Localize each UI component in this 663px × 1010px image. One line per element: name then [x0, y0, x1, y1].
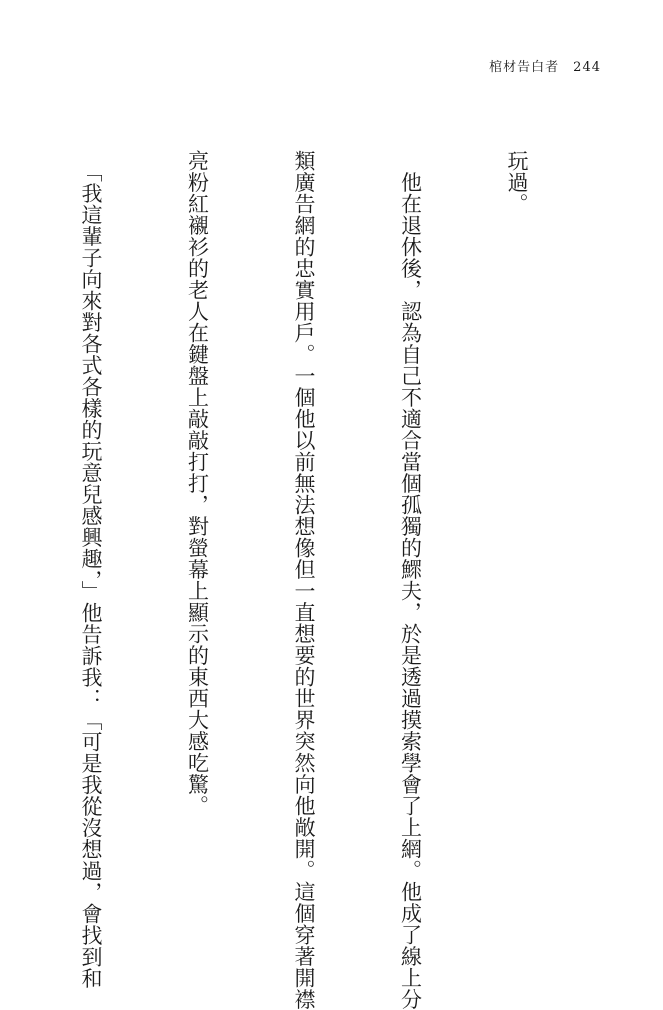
text-line: 「我這輩子向來對各式各樣的玩意兒感興趣，」他告訴我：「可是我從沒想過，會找到和 [79, 150, 103, 989]
text-line [0, 150, 2, 870]
body-text [0, 150, 605, 1010]
text-line: 他在退休後，認為自己不適合當個孤獨的鰥夫，於是透過摸索學會了上網。他成了線上分 [398, 150, 423, 1010]
text-line: 亮粉紅襯衫的老人在鍵盤上敲敲打打，對螢幕上顯示的東西大感吃驚。 [185, 150, 210, 817]
running-header [489, 56, 601, 75]
text-line: 類廣告網的忠實用戶。一個他以前無法想像但一直想要的世界突然向他敞開。這個穿著開襟 [292, 150, 316, 1010]
page-number: 244 [573, 60, 601, 75]
text-line: 玩過。 [505, 150, 529, 215]
book-title: 棺材告白者 [489, 60, 560, 75]
